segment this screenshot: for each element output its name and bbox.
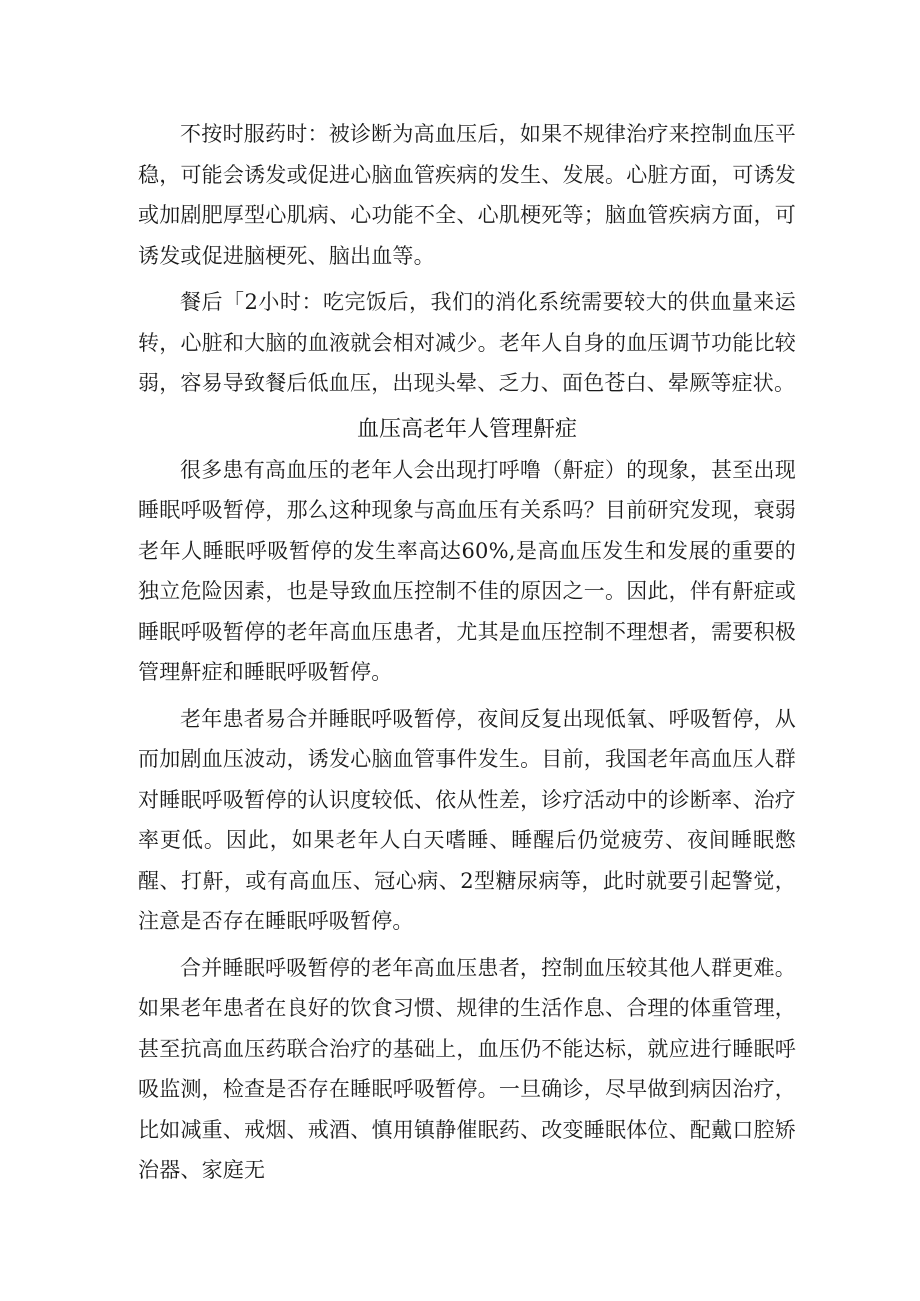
paragraph-snoring-intro: 很多患有高血压的老年人会出现打呼噜（鼾症）的现象，甚至出现睡眠呼吸暂停，那么这种现象与高血压有关系吗？目前研究发现，衰弱老年人睡眠呼吸暂停的发生率高达60%,是高血压发生和发展的重要的独立危险因素，也是导致血压控制不佳的原因之一。因此，伴有鼾症或睡眠呼吸暂停的老年高血压患者，尤其是血压控制不理想者，需要积极管理鼾症和睡眠呼吸暂停。 (138, 457, 796, 684)
paragraph-sleep-apnea-risk: 老年患者易合并睡眠呼吸暂停，夜间反复出现低氧、呼吸暂停，从而加剧血压波动，诱发心脑血管事件发生。目前，我国老年高血压人群对睡眠呼吸暂停的认识度较低、依从性差，诊疗活动中的诊断率、治疗率更低。因此，如果老年人白天嗜睡、睡醒后仍觉疲劳、夜间睡眠憋醒、打鼾，或有高血压、冠心病、2型糖尿病等，此时就要引起警觉，注意是否存在睡眠呼吸暂停。 (138, 706, 796, 933)
document-body (138, 114, 796, 1197)
paragraph-treatment: 合并睡眠呼吸暂停的老年高血压患者，控制血压较其他人群更难。如果老年患者在良好的饮食习惯、规律的生活作息、合理的体重管理，甚至抗高血压药联合治疗的基础上，血压仍不能达标，就应进行睡眠呼吸监测，检查是否存在睡眠呼吸暂停。一旦确诊，尽早做到病因治疗，比如减重、戒烟、戒酒、慎用镇静催眠药、改变睡眠体位、配戴口腔矫治器、家庭无 (138, 955, 796, 1182)
paragraph-after-meal: 餐后「2小时：吃完饭后，我们的消化系统需要较大的供血量来运转，心脏和大脑的血液就会相对减少。老年人自身的血压调节功能比较弱，容易导致餐后低血压，出现头晕、乏力、面色苍白、晕厥等症状。 (138, 290, 796, 395)
section-heading: 血压高老年人管理鼾症 (356, 416, 577, 442)
paragraph-missed-medication: 不按时服药时：被诊断为高血压后，如果不规律治疗来控制血压平稳，可能会诱发或促进心脑血管疾病的发生、发展。心脏方面，可诱发或加剧肥厚型心肌病、心功能不全、心肌梗死等；脑血管疾病方面，可诱发或促进脑梗死、脑出血等。 (138, 122, 796, 268)
